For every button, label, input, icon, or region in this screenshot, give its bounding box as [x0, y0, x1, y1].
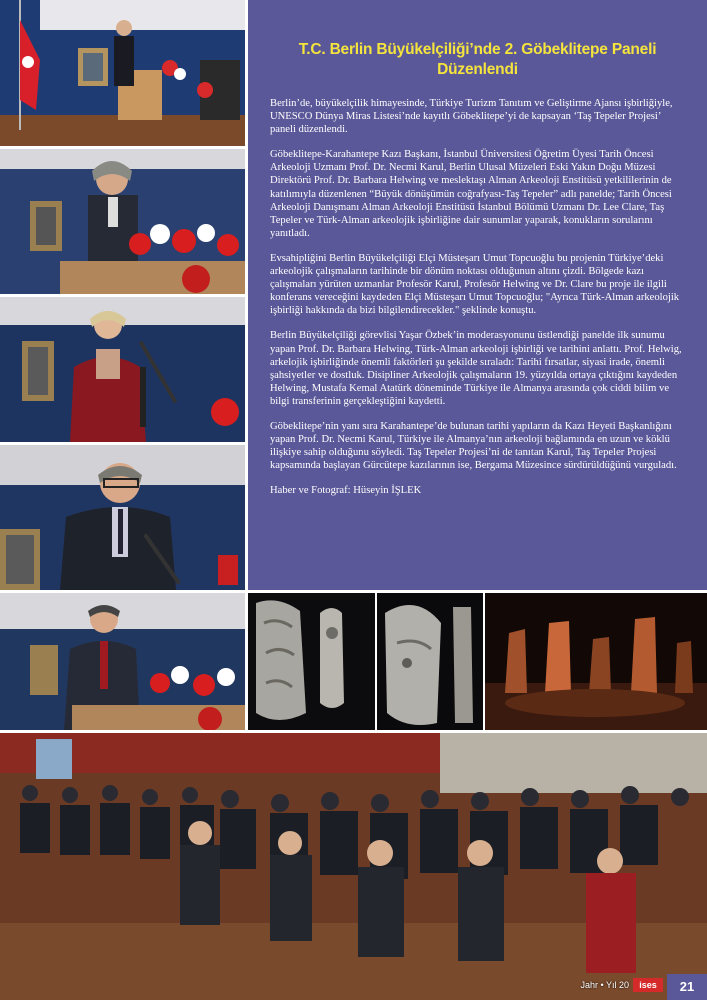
article-paragraph: Evsahipliğini Berlin Büyükelçiliği Elçi Müsteşarı Umut Topcuoğlu bu projenin Türkiye’deki arkeolojik çalışmaların tarihinde bir dönüm noktası olduğunun altını çizdi. Bölgede kazı çalışmaları yürüten uzmanlar Profesör Karul, Profesör Helwing ve Dr. Clare bu proje ile ilgili konferans vereceğini kaydeden Elçi Müsteşarı Umut Topcuoğlu; "Ayrıca Türk-Alman arkeolojik işbirliği hakkında da bizi bilgilendirecekler." şeklinde konuştu. — [270, 252, 680, 317]
photo-credit: Haber ve Fotograf: Hüseyin İŞLEK — [270, 485, 422, 497]
footer-journal-label: Jahr • Yıl 20 — [580, 980, 629, 990]
article-paragraph: Göbeklitepe-Karahantepe Kazı Başkanı, İstanbul Üniversitesi Öğretim Üyesi Tarih Öncesi Arkeoloji Uzmanı Prof. Dr. Necmi Karul, Berlin Ulusal Müzeleri Eski Yakın Doğu Müzesi Direktörü Prof. Dr. Barbara Helwing ve meslektaşı Alman Arkeoloji Enstitüsü yetkililerinin de katılımıyla düzenlenen “Büyük dönüşümün coğrafyası-Taş Tepeler” adlı panelde; Tarih Öncesi Arkeoloji Danışmanı Alman Arkeoloji Enstitüsü İstanbul Bölümü Uzmanı Dr. Lee Clare, Taş Tepeler ve Türk-Alman arkeolojik işbirliğine dair sunumlar yaparak, konukların sorularını yanıtladı. — [270, 149, 672, 239]
photo-stone-head-sculpture — [377, 593, 483, 730]
article-paragraph: Berlin Büyükelçiliği görevlisi Yaşar Özbek’in moderasyonunu üstlendiği panelde ilk sunumu yapan Prof. Dr. Barbara Helwing, Türk-Alman arkeoloji işbirliği ve tarihini anlattı. Prof. Helwig, arkelojik işbirliğinde önemli faktörleri şu şekilde sıraladı: Tarihi fırsatlar, siyasi irade, önemli şahsiyetler ve dostluk. Disipliner Arkeolojik çalışmaların 19. yüzyılda ortaya çıktığını kaydeden Helwing, Mustafa Kemal Atatürk döneminde Türkiye ile Almanya arasında çok ciddi bilim ve bilgi transferinin gerçekleştiğini kaydetti. — [270, 330, 682, 407]
photo-carved-stone-artifact — [248, 593, 375, 730]
article-headline: T.C. Berlin Büyükelçiliği’nde 2. Göbeklitepe Paneli Düzenlendi — [298, 41, 657, 78]
photo-excavation-site-night — [485, 593, 707, 730]
photo-audience — [0, 733, 707, 1000]
photo-man-speaking — [0, 445, 245, 590]
article-paragraph: Berlin’de, büyükelçilik himayesinde, Türkiye Turizm Tanıtım ve Geliştirme Ajansı işbirliğiyle, UNESCO Dünya Miras Listesi’nde kayıtlı Göbeklitepe’yi de kapsayan ‘Taş Tepeler Projesi’ paneli düzenlendi. — [270, 98, 673, 136]
page-number: 21 — [667, 974, 707, 1000]
page-footer — [507, 974, 707, 1000]
photo-speaker-glasses-flowers — [0, 149, 245, 294]
photo-woman-speaker — [0, 297, 245, 442]
article-paragraph: Göbeklitepe’nin yanı sıra Karahantepe’de bulunan tarihi yapıların da Kazı Heyeti Başkanlığını yapan Prof. Dr. Necmi Karul, Türkiye ile Almanya’nın arkeoloji bağlamında en uzun ve köklü ilişkiye sahip olduğunu söyledi. Taş Tepeler Projesi’ni de tanıtan Karul, Taş Tepeler Projesi kapsamında başlayan Gürcütepe kazılarının ise, Bergama Müzesince sürdürüldüğünü vurguladı. — [270, 420, 677, 472]
ises-logo: ises — [633, 978, 663, 992]
photo-speaker-red-tie — [0, 593, 245, 730]
article-panel — [248, 0, 707, 590]
photo-speaker-podium-flag — [0, 0, 245, 146]
